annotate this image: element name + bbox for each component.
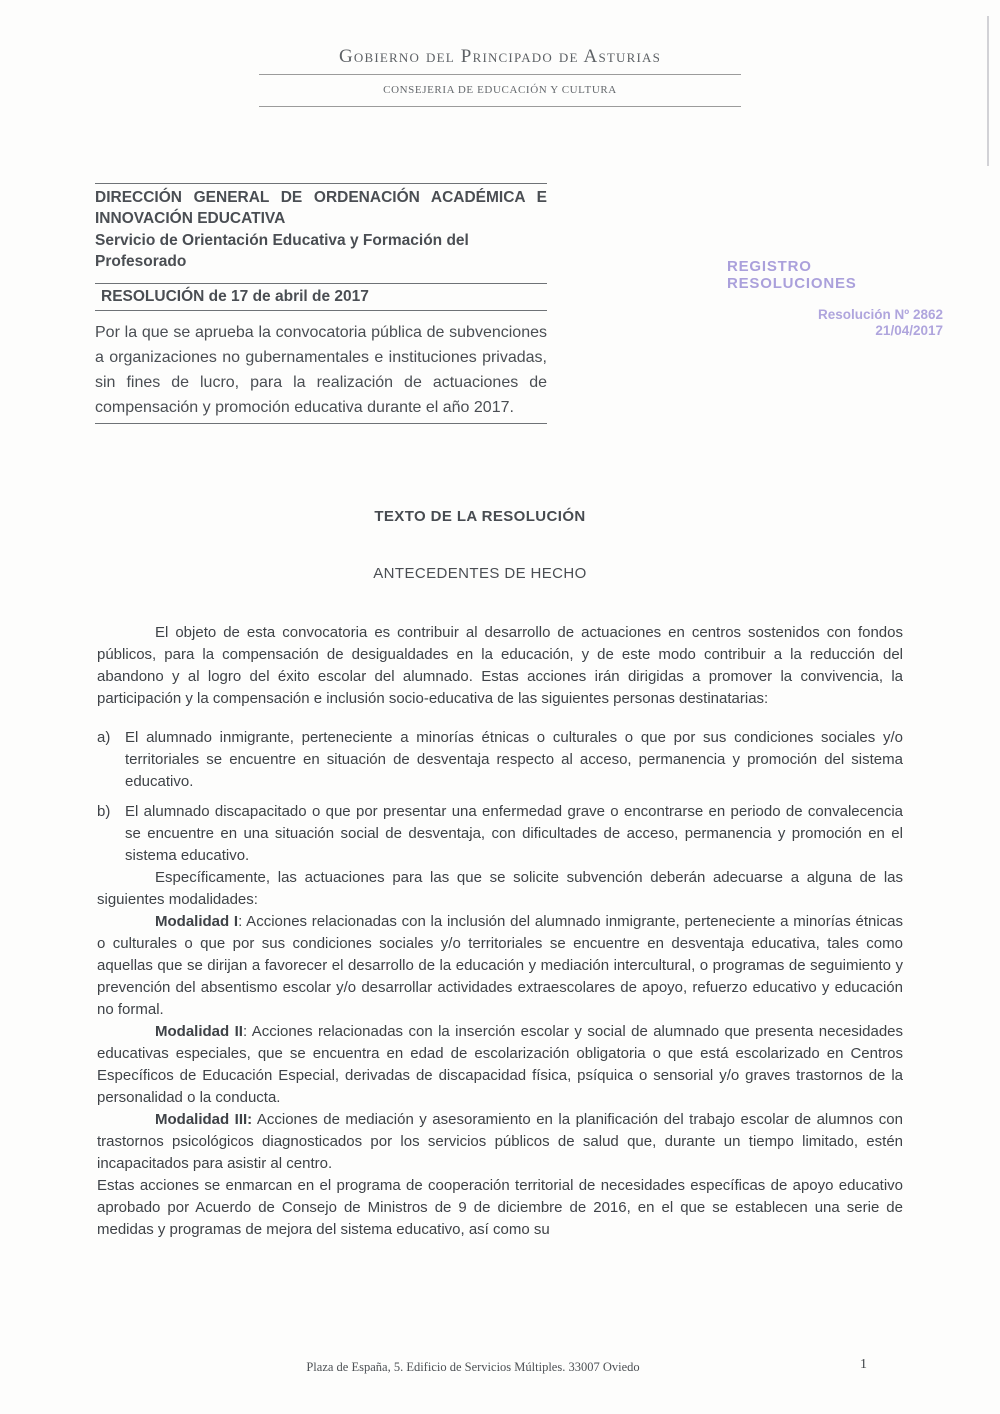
list-text-a: El alumnado inmigrante, perteneciente a minorías étnicas o culturales o que por sus condiciones sociales y/o territoriales se encuentre en situación de desventaja respecto al acceso, permanencia y promoción del sistema educativo.	[125, 729, 903, 790]
paragraph-modalidad-3	[97, 1109, 903, 1175]
list-marker-a: a)	[97, 729, 111, 746]
body-text	[97, 622, 903, 1241]
page-number: 1	[860, 1357, 867, 1372]
modalidad-3-label: Modalidad III:	[155, 1111, 253, 1128]
modalidad-1-text: : Acciones relacionadas con la inclusión del alumnado inmigrante, perteneciente a minorías étnicas o culturales o que por sus condiciones sociales y/o territoriales se encuentre en desventaja educativa, tales como aquellas que se dirijan a favorecer el desarrollo de la educación y mediación intercultural, o programas de seguimiento y prevención del absentismo escolar y/o desarrollar actividades extraescolares de apoyo, refuerzo educativo y educación no formal.	[97, 913, 904, 1018]
stamp-resolution-number: Resolución Nº 2862	[818, 307, 943, 322]
modalidad-2-label: Modalidad II	[155, 1023, 243, 1040]
list-item-b	[97, 801, 903, 867]
issuer-rule-bottom	[95, 423, 547, 424]
paragraph-modalidad-1	[97, 911, 903, 1021]
directorate-title: DIRECCIÓN GENERAL DE ORDENACIÓN ACADÉMICA E INNOVACIÓN EDUCATIVA	[95, 189, 547, 227]
paragraph-especificamente: Específicamente, las actuaciones para las que se solicite subvención deberán adecuarse a alguna de las siguientes modalidades:	[97, 869, 903, 908]
letterhead-divider-top	[259, 74, 741, 75]
paragraph-intro: El objeto de esta convocatoria es contribuir al desarrollo de actuaciones en centros sostenidos con fondos públicos, para la compensación de desigualdades en la educación, y de este modo contribuir a la reducción del abandono y al logro del éxito escolar del alumnado. Estas acciones irán dirigidas a promover la convivencia, la participación y la compensación e inclusión socio-educativa de las siguientes personas destinatarias:	[97, 624, 903, 707]
resolution-rule-bottom	[95, 310, 547, 311]
list-item-a	[97, 727, 903, 793]
modalidad-1-label: Modalidad I	[155, 913, 239, 930]
service-title: Servicio de Orientación Educativa y Formación del Profesorado	[95, 232, 469, 270]
paragraph-modalidad-2	[97, 1021, 903, 1109]
stamp-title: REGISTRO RESOLUCIONES	[727, 258, 857, 292]
resolution-rule-top	[95, 283, 547, 284]
letterhead	[0, 46, 1000, 107]
footer-address: Plaza de España, 5. Edificio de Servicios Múltiples. 33007 Oviedo	[306, 1360, 640, 1374]
modalidad-3-text: Acciones de mediación y asesoramiento en la planificación del trabajo escolar de alumnos con trastornos psicológicos diagnosticados por los servicios públicos de salud que, durante un tiempo limitado, estén incapacitados para asistir al centro.	[97, 1111, 903, 1172]
heading-antecedentes: ANTECEDENTES DE HECHO	[373, 565, 587, 582]
issuer-block	[95, 183, 547, 424]
modalidad-2-text: : Acciones relacionadas con la inserción escolar y social de alumnado que presenta necesidades educativas especiales, que se encuentra en edad de escolarización obligatoria o que está escolarizado en Centros Específicos de Educación Especial, derivadas de discapacidad física, psíquica o sensorial y/o graves trastornos de la personalidad o la conducta.	[97, 1023, 904, 1106]
registry-stamp	[727, 258, 943, 338]
list-marker-b: b)	[97, 803, 111, 820]
heading-texto-resolucion: TEXTO DE LA RESOLUCIÓN	[374, 508, 586, 525]
list-text-b: El alumnado discapacitado o que por presentar una enfermedad grave o encontrarse en periodo de convalecencia se encuentre en una situación social de desventaja, con dificultades de acceso, permanencia y promoción en el sistema educativo.	[125, 803, 903, 864]
department-name: CONSEJERIA DE EDUCACIÓN Y CULTURA	[383, 84, 617, 96]
resolution-summary: Por la que se aprueba la convocatoria pública de subvenciones a organizaciones no gubernamentales e instituciones privadas, sin fines de lucro, para la realización de actuaciones de compensación y promoción educativa durante el año 2017.	[95, 324, 547, 416]
resolution-title: RESOLUCIÓN de 17 de abril de 2017	[101, 288, 369, 305]
issuer-rule-top	[95, 183, 547, 184]
paragraph-closing: Estas acciones se enmarcan en el programa de cooperación territorial de necesidades específicas de apoyo educativo aprobado por Acuerdo de Consejo de Ministros de 9 de diciembre de 2016, en el que se establecen una serie de medidas y programas de mejora del sistema educativo, así como su	[97, 1177, 903, 1238]
letterhead-divider-bottom	[259, 106, 741, 107]
government-name: Gobierno del Principado de Asturias	[338, 46, 662, 67]
stamp-date: 21/04/2017	[875, 323, 943, 338]
